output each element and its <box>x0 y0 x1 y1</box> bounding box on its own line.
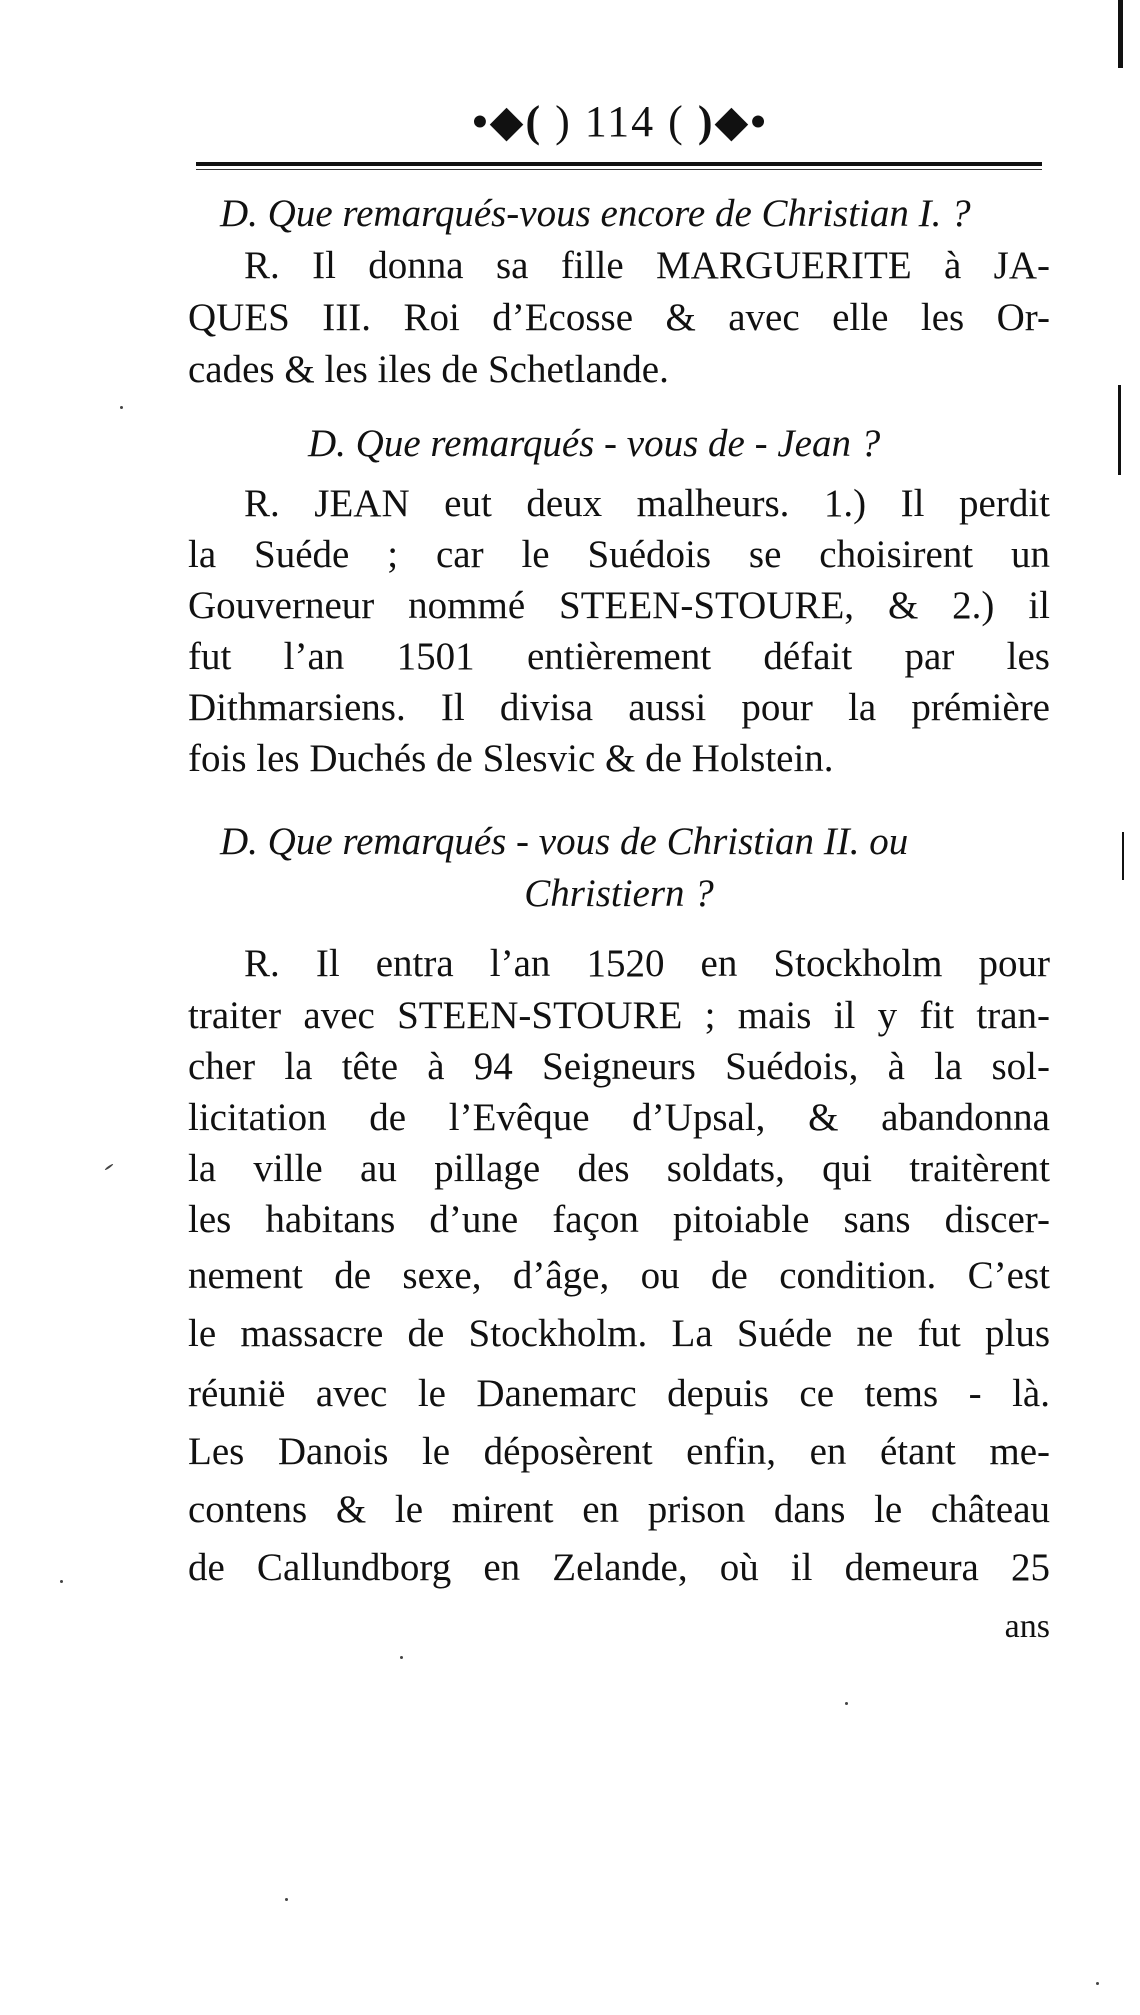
answer-line: les habitans d’une façon pitoiable sans discer- <box>188 1198 1050 1241</box>
answer-line: fut l’an 1501 entièrement défait par les <box>188 635 1050 678</box>
scan-edge-mark-top <box>1118 0 1123 68</box>
answer-line: licitation de l’Evêque d’Upsal, & abandonna <box>188 1096 1050 1139</box>
answer-line: de Callundborg en Zelande, où il demeura 25 <box>188 1546 1050 1589</box>
scan-speck <box>845 1702 848 1705</box>
ornament-right: )◆• <box>697 97 768 146</box>
header-rule-thin <box>196 169 1042 170</box>
answer-line: cher la tête à 94 Seigneurs Suédois, à la sol- <box>188 1045 1050 1088</box>
scan-speck <box>285 1898 288 1901</box>
question-line: D. Que remarqués - vous de Christian II. ou <box>220 820 909 863</box>
answer-line: Dithmarsiens. Il divisa aussi pour la prémière <box>188 686 1050 729</box>
answer-line: contens & le mirent en prison dans le château <box>188 1488 1050 1531</box>
answer-line: R. JEAN eut deux malheurs. 1.) Il perdit <box>244 482 1050 525</box>
answer-line: QUES III. Roi d’Ecosse & avec elle les Or- <box>188 296 1050 339</box>
answer-line: fois les Duchés de Slesvic & de Holstein. <box>188 737 834 780</box>
answer-line: le massacre de Stockholm. La Suéde ne fut plus <box>188 1312 1050 1355</box>
scan-speck <box>1096 1982 1099 1985</box>
answer-line: R. Il donna sa fille MARGUERITE à JA- <box>244 244 1050 287</box>
answer-line: traiter avec STEEN-STOURE ; mais il y fit tran- <box>188 994 1050 1037</box>
scan-speck <box>104 1163 113 1170</box>
running-head <box>190 96 1050 166</box>
answer-line: nement de sexe, d’âge, ou de condition. C’est <box>188 1254 1050 1297</box>
answer-line: cades & les iles de Schetlande. <box>188 348 669 391</box>
ornament-left: •◆( <box>472 97 543 146</box>
scan-edge-mark-middle <box>1118 385 1121 475</box>
answer-line: la ville au pillage des soldats, qui traitèrent <box>188 1147 1050 1190</box>
question-line: D. Que remarqués - vous de - Jean ? <box>308 422 881 465</box>
question-line: Christiern ? <box>524 872 714 915</box>
answer-line: Gouverneur nommé STEEN-STOURE, & 2.) il <box>188 584 1050 627</box>
header-rule <box>196 162 1042 166</box>
catchword: ans <box>1004 1608 1050 1645</box>
scan-speck <box>120 406 123 409</box>
answer-line: Les Danois le déposèrent enfin, en étant me- <box>188 1430 1050 1473</box>
answer-line: la Suéde ; car le Suédois se choisirent un <box>188 533 1050 576</box>
question-line: D. Que remarqués-vous encore de Christian I. ? <box>220 192 971 235</box>
scan-edge-mark-lower <box>1122 832 1124 880</box>
scan-speck <box>400 1656 403 1659</box>
answer-line: R. Il entra l’an 1520 en Stockholm pour <box>244 942 1050 985</box>
page-number: ) 114 ( <box>555 97 685 146</box>
answer-line: réunië avec le Danemarc depuis ce tems - là. <box>188 1372 1050 1415</box>
scan-speck <box>60 1580 63 1583</box>
